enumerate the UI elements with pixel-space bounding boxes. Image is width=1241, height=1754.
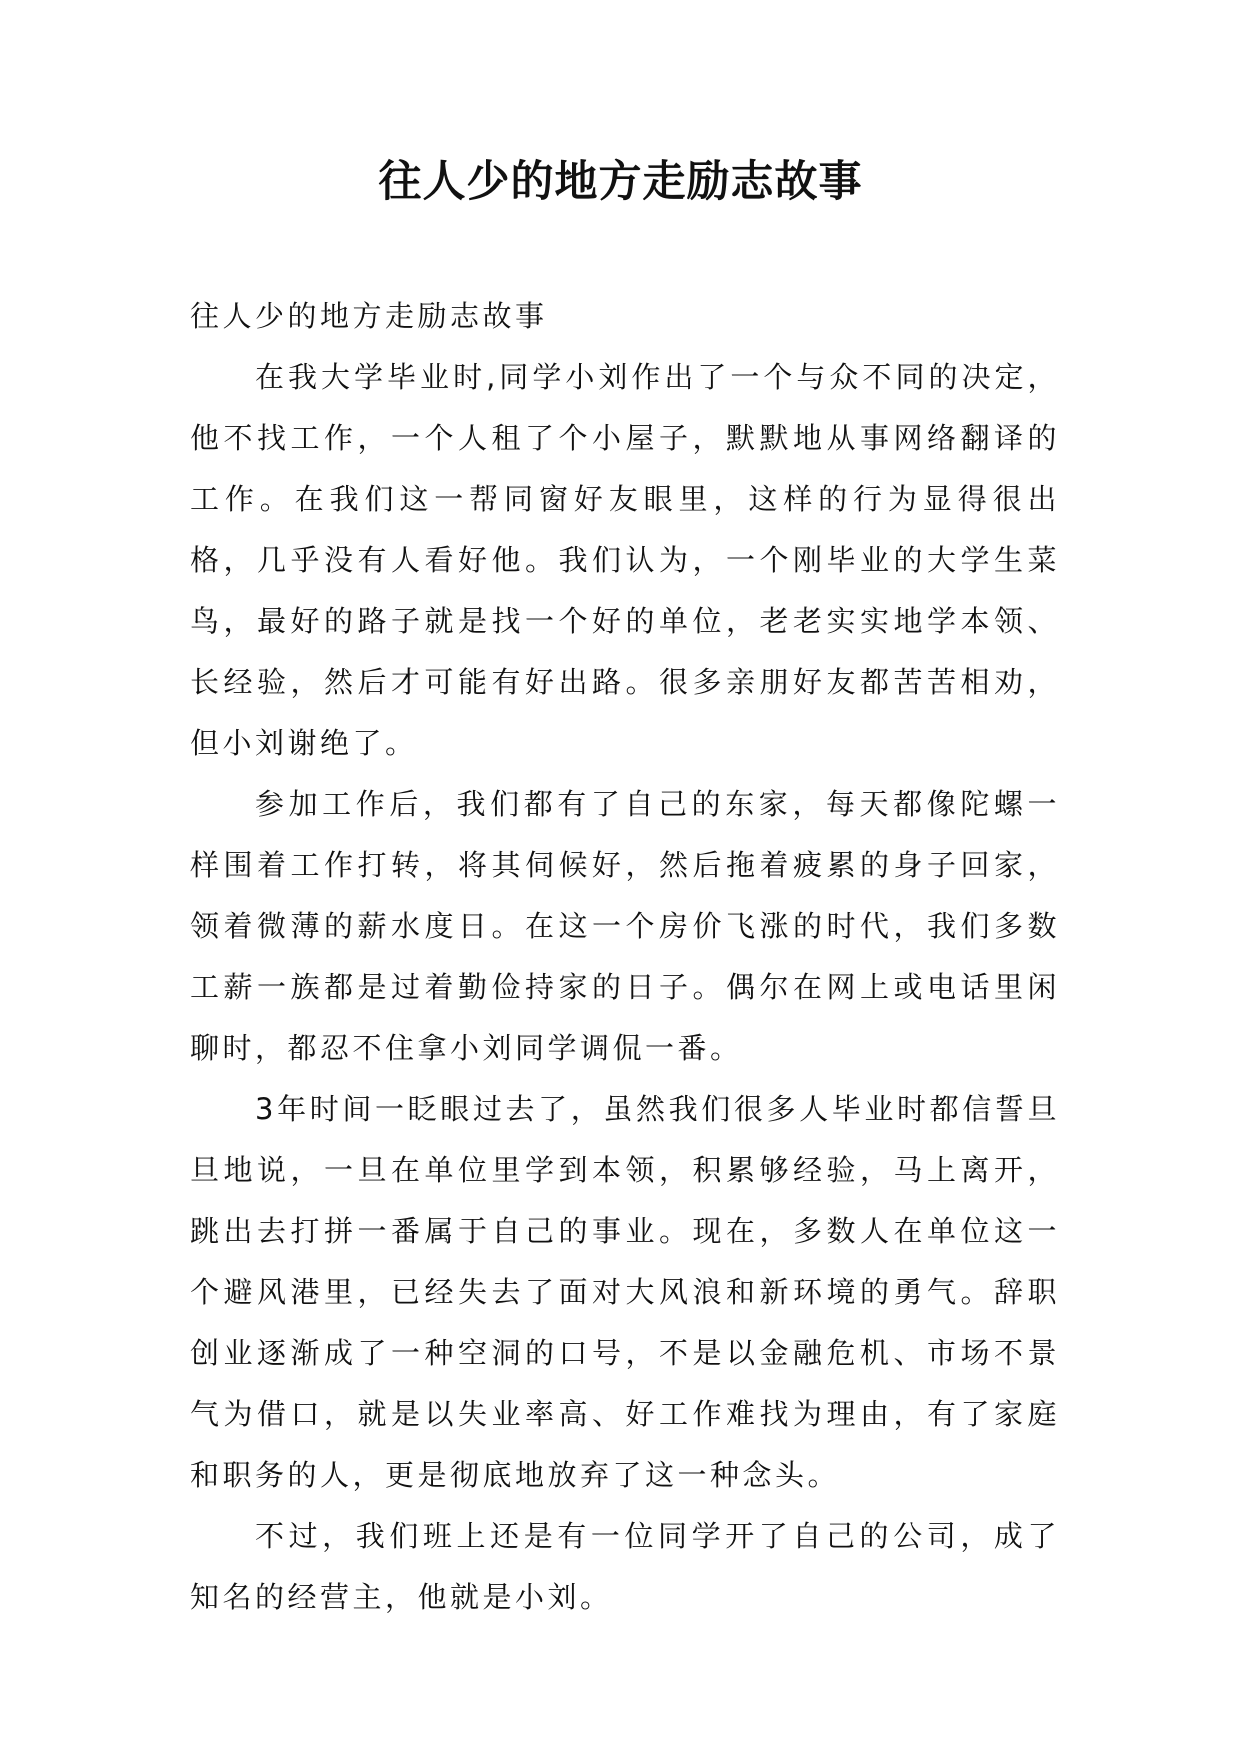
paragraph-3: 3年时间一眨眼过去了，虽然我们很多人毕业时都信誓旦旦地说，一旦在单位里学到本领，积累够经验，马上离开，跳出去打拼一番属于自己的事业。现在，多数人在单位这一个避风港里，已经失去了面对大风浪和新环境的勇气。辞职创业逐渐成了一种空洞的口号，不是以金融危机、市场不景气为借口，就是以失业率高、好工作难找为理由，有了家庭和职务的人，更是彻底地放弃了这一种念头。 — [190, 1092, 1060, 1492]
document-body — [190, 286, 1060, 1628]
paragraph-1: 在我大学毕业时,同学小刘作出了一个与众不同的决定，他不找工作，一个人租了个小屋子，默默地从事网络翻译的工作。在我们这一帮同窗好友眼里，这样的行为显得很出格，几乎没有人看好他。我们认为，一个刚毕业的大学生菜鸟，最好的路子就是找一个好的单位，老老实实地学本领、长经验，然后才可能有好出路。很多亲朋好友都苦苦相劝，但小刘谢绝了。 — [190, 360, 1060, 760]
paragraph-4: 不过，我们班上还是有一位同学开了自己的公司，成了知名的经营主，他就是小刘。 — [190, 1519, 1060, 1614]
document-title: 往人少的地方走励志故事 — [378, 157, 863, 207]
paragraph-2: 参加工作后，我们都有了自己的东家，每天都像陀螺一样围着工作打转，将其伺候好，然后拖着疲累的身子回家，领着微薄的薪水度日。在这一个房价飞涨的时代，我们多数工薪一族都是过着勤俭持家的日子。偶尔在网上或电话里闲聊时，都忍不住拿小刘同学调侃一番。 — [190, 787, 1060, 1065]
document-subtitle: 往人少的地方走励志故事 — [190, 299, 548, 333]
